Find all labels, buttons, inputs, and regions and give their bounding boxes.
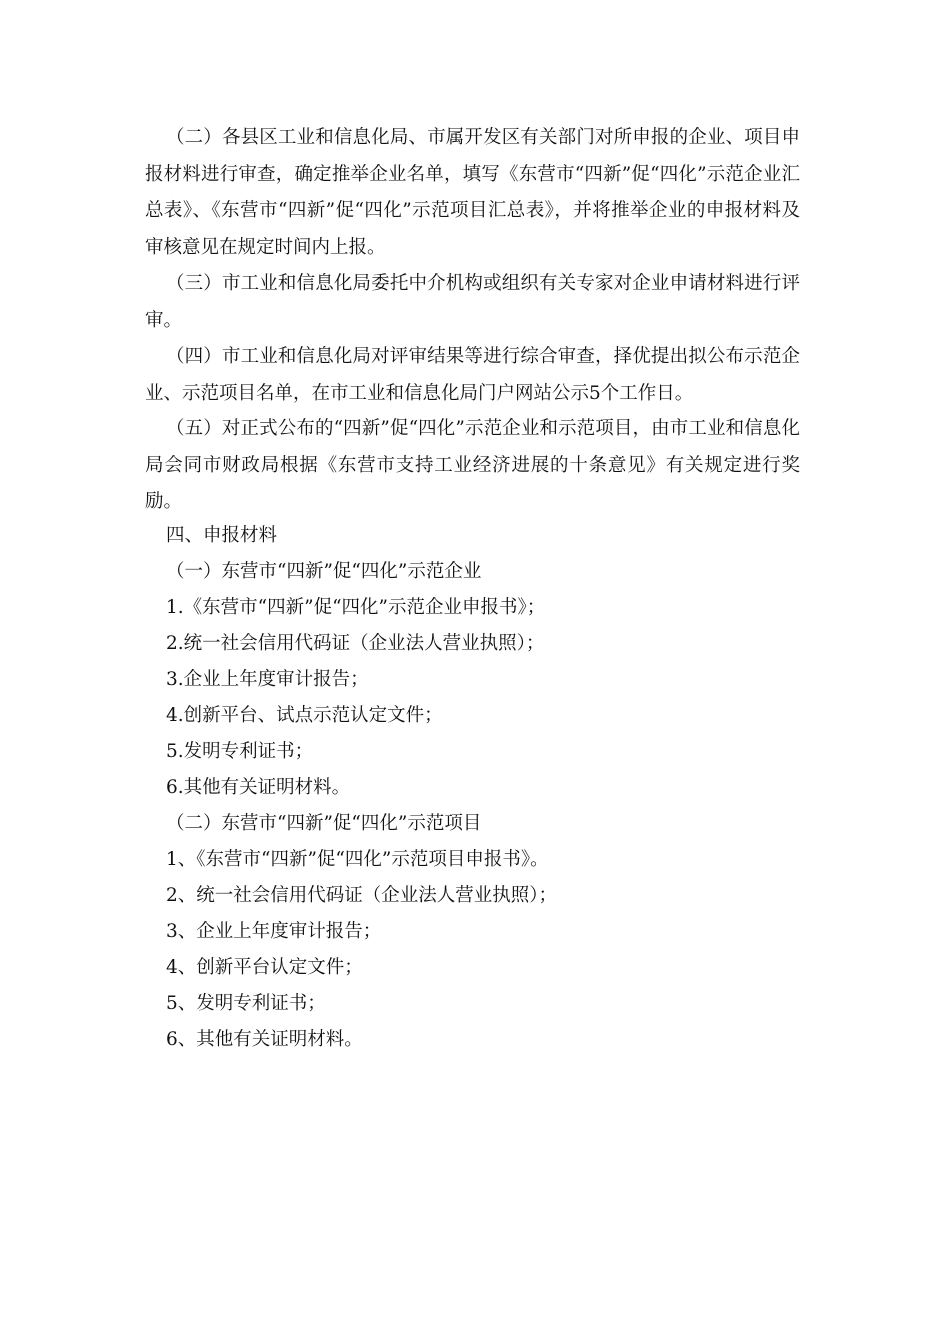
project-item: 2、统一社会信用代码证（企业法人营业执照）； xyxy=(166,885,558,906)
project-item: 5、发明专利证书； xyxy=(166,993,326,1014)
project-item: 6、其他有关证明材料。 xyxy=(166,1029,363,1050)
paragraph-comprehensive-review: （四）市工业和信息化局对评审结果等进行综合审查，择优提出拟公布示范企业、示范项目名单，在市工业和信息化局门户网站公示5个工作日。 xyxy=(145,346,800,404)
enterprise-item: 4.创新平台、试点示范认定文件； xyxy=(166,705,443,726)
project-heading: （二）东营市“四新”促“四化”示范项目 xyxy=(166,813,482,834)
section-heading: 四、申报材料 xyxy=(166,525,278,546)
enterprise-item: 5.发明专利证书； xyxy=(166,741,314,762)
project-item: 4、创新平台认定文件； xyxy=(166,957,363,978)
enterprise-item: 3.企业上年度审计报告； xyxy=(166,669,369,690)
enterprise-item: 1.《东营市“四新”促“四化”示范企业申报书》； xyxy=(166,597,546,618)
paragraph-review-by-county: （二）各县区工业和信息化局、市属开发区有关部门对所申报的企业、项目申报材料进行审查，确定推举企业名单，填写《东营市“四新”促“四化”示范企业汇总表》、《东营市“四新”促“四化”示范项目汇总表》，并将推举企业的申报材料及审核意见在规定时间内上报。 xyxy=(145,127,800,258)
project-item: 3、企业上年度审计报告； xyxy=(166,921,382,942)
enterprise-heading: （一）东营市“四新”促“四化”示范企业 xyxy=(166,561,482,582)
enterprise-item: 6.其他有关证明材料。 xyxy=(166,777,351,798)
project-item: 1、《东营市“四新”促“四化”示范项目申报书》。 xyxy=(166,849,549,870)
paragraph-reward: （五）对正式公布的“四新”促“四化”示范企业和示范项目，由市工业和信息化局会同市财政局根据《东营市支持工业经济进展的十条意见》有关规定进行奖励。 xyxy=(145,418,800,512)
paragraph-expert-review: （三）市工业和信息化局委托中介机构或组织有关专家对企业申请材料进行评审。 xyxy=(145,273,800,331)
enterprise-item: 2.统一社会信用代码证（企业法人营业执照）； xyxy=(166,633,545,654)
